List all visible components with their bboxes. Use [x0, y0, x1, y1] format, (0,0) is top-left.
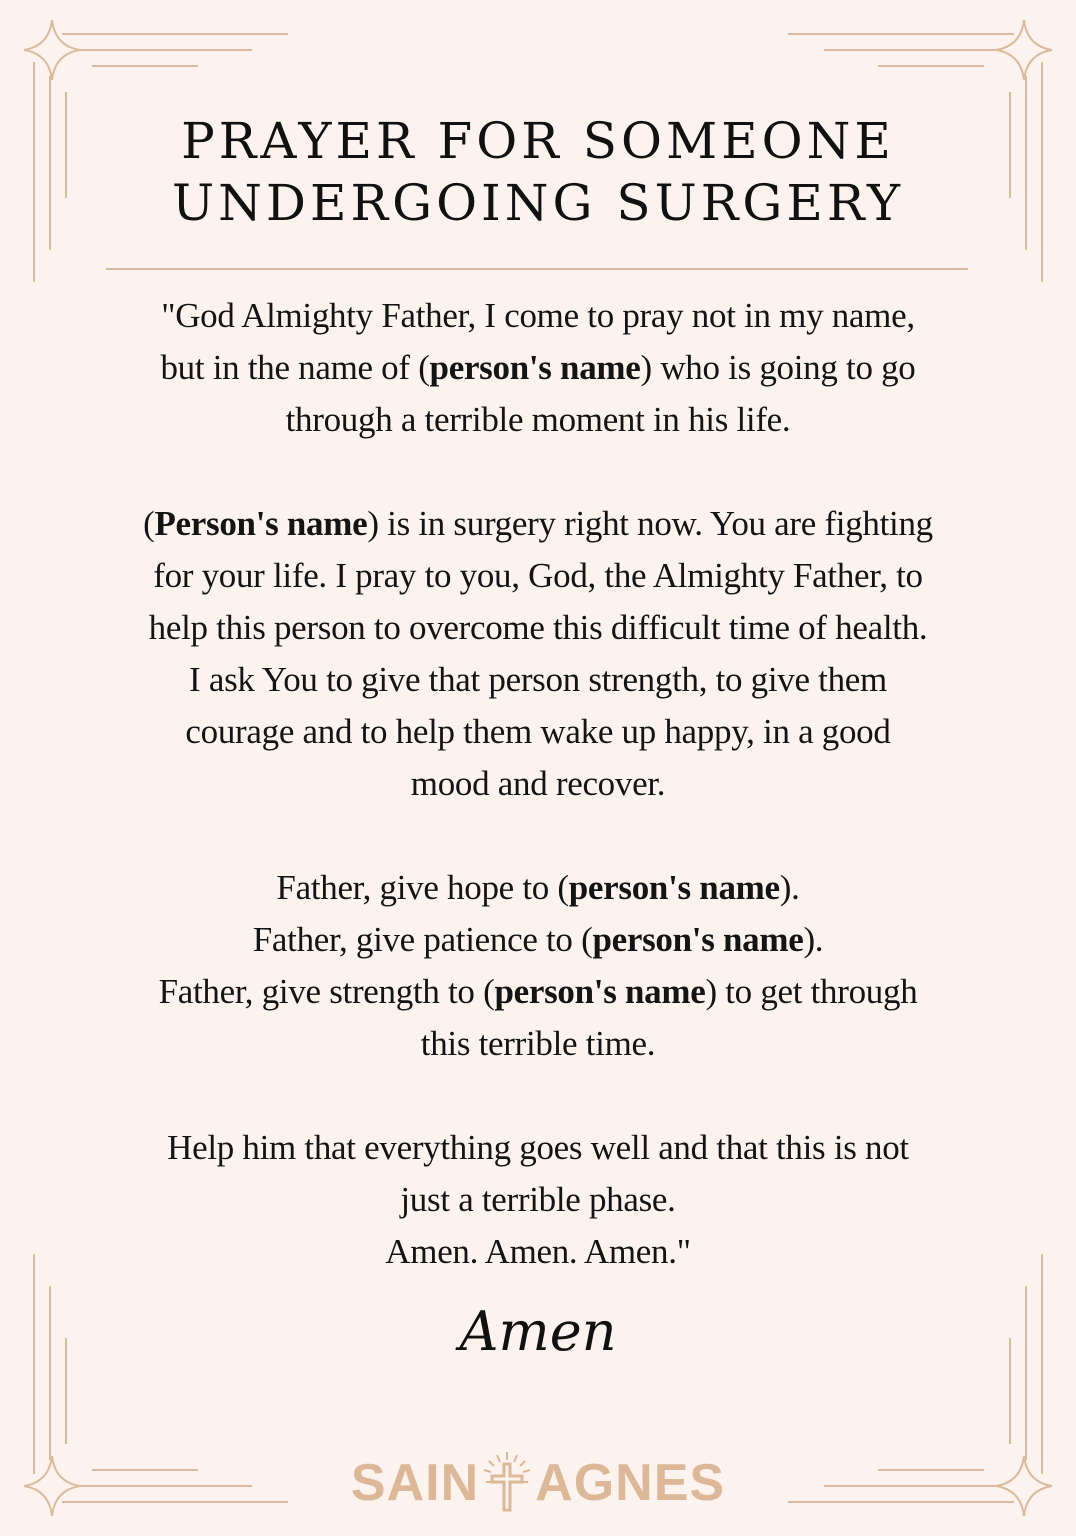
signoff-amen: Amen — [459, 1300, 617, 1363]
person-name-placeholder: person's name — [429, 348, 641, 387]
prayer-paragraph-4 — [90, 1122, 986, 1278]
prayer-line: Father, give hope to (person's name). — [276, 868, 800, 907]
prayer-line: mood and recover. — [410, 764, 666, 803]
prayer-line: through a terrible moment in his life. — [285, 400, 791, 439]
prayer-line: this terrible time. — [420, 1024, 656, 1063]
prayer-paragraph-2 — [90, 498, 986, 810]
prayer-line: Help him that everything goes well and that this is not — [167, 1128, 909, 1167]
prayer-line: just a terrible phase. — [400, 1180, 676, 1219]
prayer-line: for your life. I pray to you, God, the Almighty Father, to — [153, 556, 923, 595]
person-name-placeholder: person's name — [592, 920, 804, 959]
logo-text-right: AGNES — [535, 1454, 726, 1512]
title-divider — [106, 268, 968, 270]
page-title-line-2: UNDERGOING SURGERY — [172, 174, 904, 232]
saint-agnes-logo — [0, 1448, 1076, 1518]
person-name-placeholder: person's name — [568, 868, 780, 907]
prayer-line: Father, give strength to (person's name) to get through — [158, 972, 918, 1011]
prayer-line: Father, give patience to (person's name). — [252, 920, 824, 959]
prayer-paragraph-1 — [90, 290, 986, 446]
prayer-line: help this person to overcome this difficult time of health. — [148, 608, 928, 647]
prayer-line: but in the name of (person's name) who is going to go — [160, 348, 916, 387]
prayer-line: I ask You to give that person strength, to give them — [189, 660, 887, 699]
prayer-paragraph-3 — [90, 862, 986, 1070]
cross-sunburst-icon — [479, 1448, 535, 1518]
prayer-line: (Person's name) is in surgery right now. You are fighting — [143, 504, 933, 543]
prayer-line: "God Almighty Father, I come to pray not in my name, — [161, 296, 915, 335]
page-title-line-1: PRAYER FOR SOMEONE — [181, 112, 895, 170]
prayer-line: courage and to help them wake up happy, in a good — [185, 712, 891, 751]
person-name-placeholder: person's name — [494, 972, 706, 1011]
person-name-placeholder: Person's name — [154, 504, 368, 543]
logo-text-left: SAIN — [350, 1454, 480, 1512]
prayer-line: Amen. Amen. Amen." — [385, 1232, 691, 1271]
